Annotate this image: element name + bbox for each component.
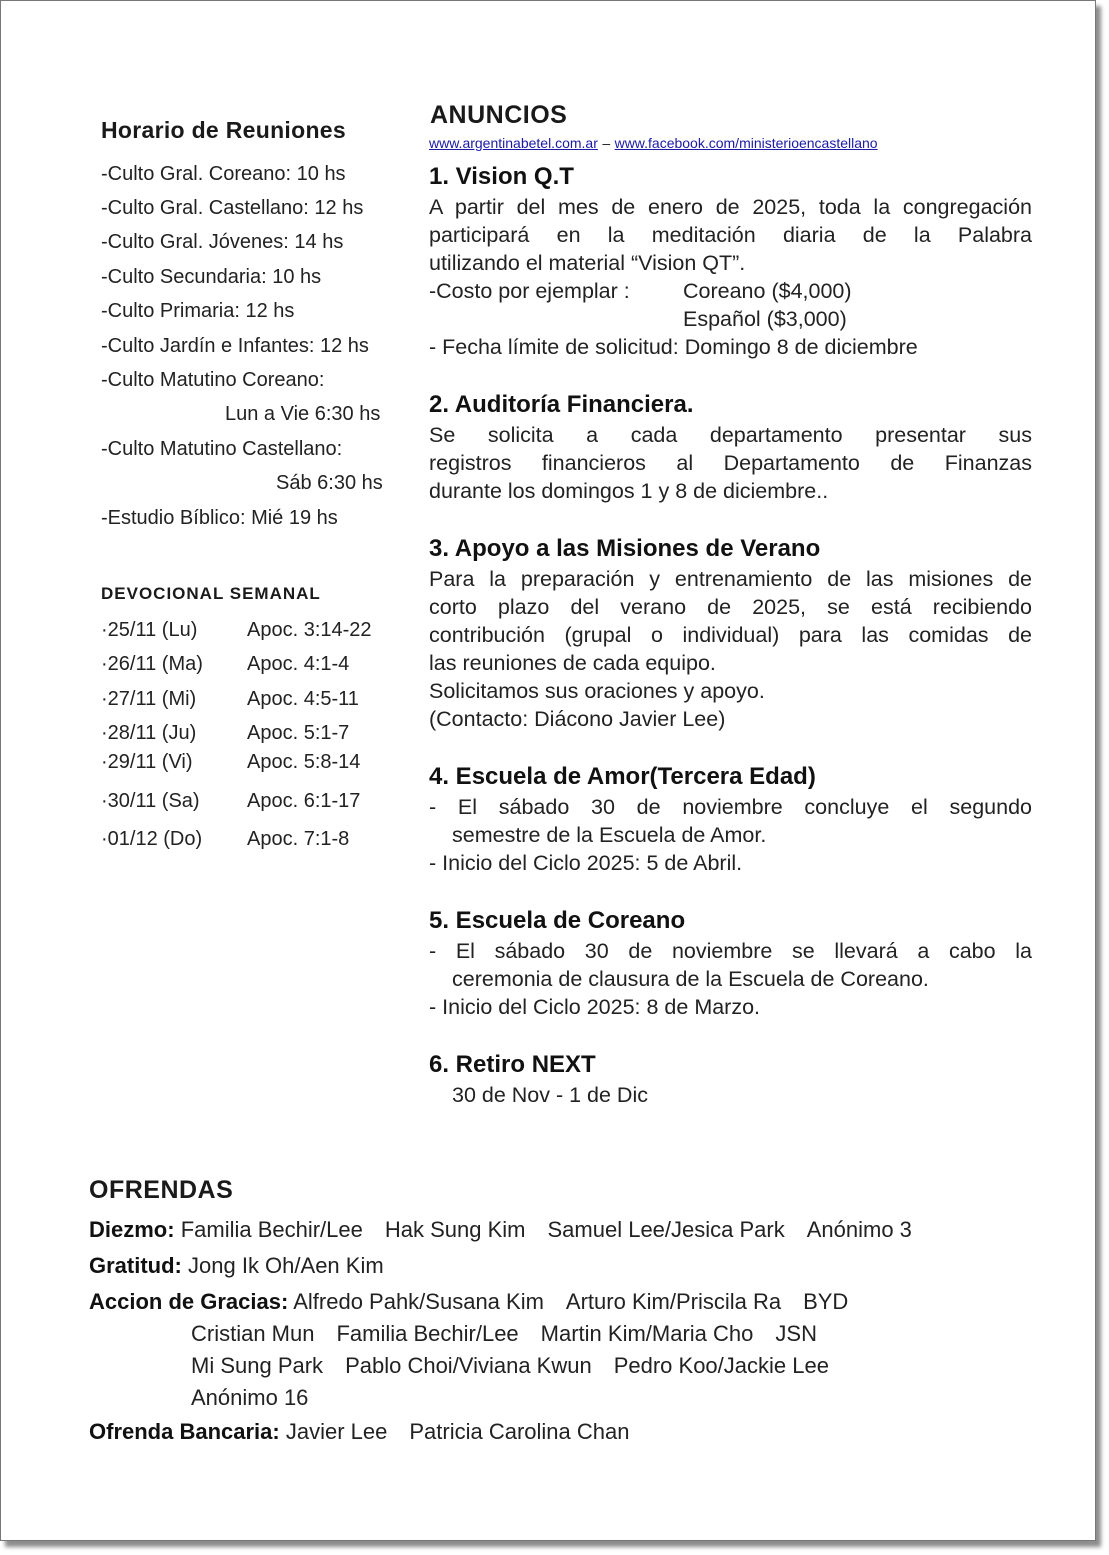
announcements-title: ANUNCIOS <box>430 101 568 129</box>
offerings-title: OFRENDAS <box>89 1176 234 1204</box>
schedule-item: -Culto Primaria: 12 hs <box>101 300 295 322</box>
offering-accion-cont <box>191 1321 839 1347</box>
announcement-line: participará en la meditación diaria de la Palabra <box>429 223 1032 247</box>
offering-bancaria <box>89 1419 651 1445</box>
offering-label: Diezmo: <box>89 1217 175 1242</box>
schedule-item: -Culto Secundaria: 10 hs <box>101 266 322 288</box>
donor-name: BYD <box>803 1289 849 1314</box>
announcement-line: contribución (grupal o individual) para las comidas de <box>429 623 1032 647</box>
devotional-ref: Apoc. 4:5-11 <box>247 688 359 710</box>
schedule-item: -Culto Jardín e Infantes: 12 hs <box>101 335 369 357</box>
donor-name: Alfredo Pahk/Susana Kim <box>293 1289 544 1314</box>
donor-name: Pedro Koo/Jackie Lee <box>613 1353 829 1378</box>
donor-name: Arturo Kim/Priscila Ra <box>565 1289 782 1314</box>
announcement-line: - Inicio del Ciclo 2025: 8 de Marzo. <box>429 995 761 1019</box>
devotional-ref: Apoc. 6:1-17 <box>247 790 361 812</box>
offering-accion-cont <box>191 1385 330 1411</box>
announcement-line: registros financieros al Departamento de Finanzas <box>429 451 1032 475</box>
announcement-line: Para la preparación y entrenamiento de las misiones de <box>429 567 1032 591</box>
schedule-item: -Estudio Bíblico: Mié 19 hs <box>101 507 338 529</box>
announcement-heading: 2. Auditoría Financiera. <box>429 391 694 418</box>
donor-name: Samuel Lee/Jesica Park <box>547 1217 785 1242</box>
website-link[interactable]: www.argentinabetel.com.ar <box>429 135 598 151</box>
announcement-line: (Contacto: Diácono Javier Lee) <box>429 707 726 731</box>
devotional-date: ·01/12 (Do) <box>101 828 203 850</box>
devotional-ref: Apoc. 5:8-14 <box>247 751 361 773</box>
schedule-item: -Culto Gral. Jóvenes: 14 hs <box>101 231 344 253</box>
donor-name: Jong Ik Oh/Aen Kim <box>188 1253 384 1278</box>
devotional-date: ·28/11 (Ju) <box>101 722 197 744</box>
announcement-heading: 3. Apoyo a las Misiones de Verano <box>429 535 821 562</box>
devotional-date: ·29/11 (Vi) <box>101 751 193 773</box>
announcement-line: A partir del mes de enero de 2025, toda la congregación <box>429 195 1032 219</box>
donor-name: Hak Sung Kim <box>384 1217 526 1242</box>
announcement-line: -Costo por ejemplar : <box>429 279 630 303</box>
schedule-title: Horario de Reuniones <box>101 117 346 143</box>
announcement-line: Español ($3,000) <box>683 307 847 331</box>
donor-name: Anónimo 3 <box>806 1217 912 1242</box>
donor-name: Familia Bechir/Lee <box>180 1217 363 1242</box>
offering-label: Ofrenda Bancaria: <box>89 1419 280 1444</box>
devotional-date: ·26/11 (Ma) <box>101 653 203 675</box>
announcement-line: Se solicita a cada departamento presentar sus <box>429 423 1032 447</box>
offering-diezmo <box>89 1217 934 1243</box>
schedule-item: -Culto Matutino Coreano: <box>101 369 325 391</box>
donor-name: Mi Sung Park <box>191 1353 324 1378</box>
announcement-line: - El sábado 30 de noviembre se llevará a cabo la <box>429 939 1032 963</box>
offering-label: Accion de Gracias: <box>89 1289 289 1314</box>
donor-name: Patricia Carolina Chan <box>409 1419 630 1444</box>
announcement-heading: 1. Vision Q.T <box>429 163 574 190</box>
offering-label: Gratitud: <box>89 1253 182 1278</box>
announcement-heading: 4. Escuela de Amor(Tercera Edad) <box>429 763 816 790</box>
devotional-date: ·25/11 (Lu) <box>101 619 198 641</box>
schedule-item: -Culto Gral. Coreano: 10 hs <box>101 163 346 185</box>
announcement-line: corto plazo del verano de 2025, se está recibiendo <box>429 595 1032 619</box>
announcement-heading: 6. Retiro NEXT <box>429 1051 596 1078</box>
devotional-title: DEVOCIONAL SEMANAL <box>101 584 321 603</box>
announcement-heading: 5. Escuela de Coreano <box>429 907 686 934</box>
schedule-item: -Culto Matutino Castellano: <box>101 438 343 460</box>
announcement-line: - El sábado 30 de noviembre concluye el segundo <box>429 795 1032 819</box>
offering-accion-cont <box>191 1353 851 1379</box>
donor-name: Javier Lee <box>285 1419 388 1444</box>
schedule-item: Sáb 6:30 hs <box>276 472 383 494</box>
announcement-line: - Inicio del Ciclo 2025: 5 de Abril. <box>429 851 743 875</box>
announcement-line: durante los domingos 1 y 8 de diciembre.. <box>429 479 829 503</box>
devotional-ref: Apoc. 7:1-8 <box>247 828 350 850</box>
link-separator: – <box>602 135 611 151</box>
announcement-line: ceremonia de clausura de la Escuela de Coreano. <box>452 967 929 991</box>
donor-name: Anónimo 16 <box>191 1385 309 1410</box>
facebook-link[interactable]: www.facebook.com/ministerioencastellano <box>614 135 878 151</box>
donor-name: Martin Kim/Maria Cho <box>540 1321 754 1346</box>
links-row <box>429 135 878 153</box>
announcement-line: Coreano ($4,000) <box>683 279 852 303</box>
donor-name: Cristian Mun <box>191 1321 315 1346</box>
devotional-ref: Apoc. 5:1-7 <box>247 722 350 744</box>
announcement-line: - Fecha límite de solicitud: Domingo 8 de diciembre <box>429 335 918 359</box>
announcement-line: 30 de Nov - 1 de Dic <box>452 1083 648 1107</box>
announcement-line: semestre de la Escuela de Amor. <box>452 823 767 847</box>
announcement-line: utilizando el material “Vision QT”. <box>429 251 746 275</box>
schedule-item: -Culto Gral. Castellano: 12 hs <box>101 197 364 219</box>
devotional-ref: Apoc. 3:14-22 <box>247 619 372 641</box>
offering-gratitud <box>89 1253 406 1279</box>
devotional-ref: Apoc. 4:1-4 <box>247 653 350 675</box>
devotional-date: ·30/11 (Sa) <box>101 790 200 812</box>
offering-accion <box>89 1289 870 1315</box>
announcement-line: las reuniones de cada equipo. <box>429 651 716 675</box>
schedule-item: Lun a Vie 6:30 hs <box>225 403 381 425</box>
donor-name: JSN <box>775 1321 817 1346</box>
donor-name: Familia Bechir/Lee <box>336 1321 519 1346</box>
devotional-date: ·27/11 (Mi) <box>101 688 197 710</box>
donor-name: Pablo Choi/Viviana Kwun <box>345 1353 592 1378</box>
announcement-line: Solicitamos sus oraciones y apoyo. <box>429 679 765 703</box>
